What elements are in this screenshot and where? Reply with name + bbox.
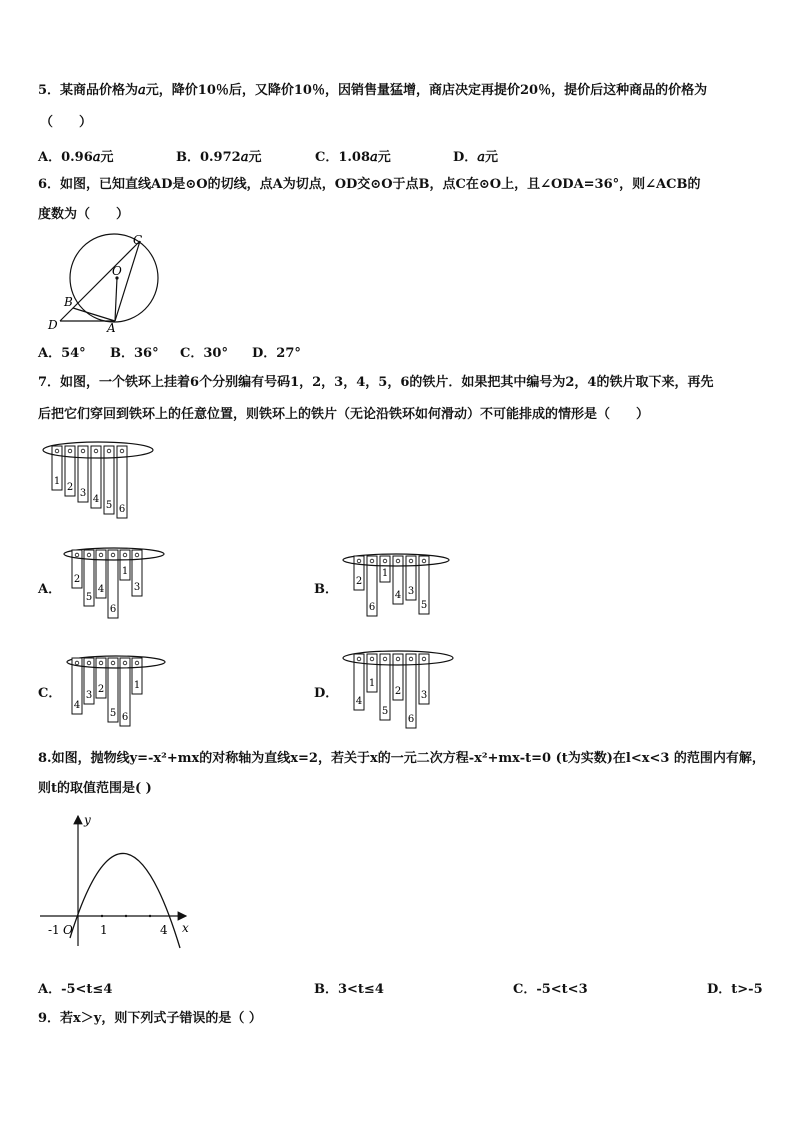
q8-option-c: C．-5<t<3 <box>513 982 588 997</box>
tag-number: 4 <box>355 696 363 707</box>
tag-number: 3 <box>407 586 415 597</box>
q5-option-a: A．0.96𝑎元 <box>38 150 114 165</box>
q7-option-b-figure <box>340 548 452 622</box>
tag-number: 2 <box>66 482 74 493</box>
tag-number: 1 <box>133 680 141 691</box>
tick-4: 4 <box>160 923 168 937</box>
tag-number: 5 <box>381 706 389 717</box>
tag-number: 6 <box>109 604 117 615</box>
tag-number: 4 <box>97 584 105 595</box>
tag-number: 2 <box>394 686 402 697</box>
x-axis-label: x <box>182 921 189 935</box>
q7-option-c-label: C． <box>38 686 62 701</box>
tag-number: 1 <box>121 566 129 577</box>
q5-stem-line2: （ ） <box>40 115 93 130</box>
q6-circle-figure <box>40 228 170 334</box>
q5-option-d: D．𝑎元 <box>453 150 499 165</box>
tag-number: 2 <box>97 684 105 695</box>
tag-number: 3 <box>79 488 87 499</box>
q7-option-c-figure <box>64 650 170 728</box>
tag-number: 3 <box>85 690 93 701</box>
q7-main-ring-figure <box>40 434 160 526</box>
origin-label: O <box>63 923 73 937</box>
q7-option-a-figure <box>60 542 170 624</box>
tag-number: 4 <box>73 700 81 711</box>
q5-option-b: B．0.972𝑎元 <box>176 150 262 165</box>
q6-option-b: B．36° <box>110 346 159 361</box>
label-o: O <box>112 264 122 278</box>
label-c: C <box>133 233 143 247</box>
tag-number: 5 <box>420 600 428 611</box>
tag-number: 6 <box>118 504 126 515</box>
label-a: A <box>107 321 116 334</box>
q9-stem: 9．若x＞y，则下列式子错误的是（ ） <box>38 1011 262 1026</box>
q8-option-b: B．3<t≤4 <box>314 982 384 997</box>
label-b: B <box>64 295 73 309</box>
q7-option-a-label: A． <box>38 582 62 597</box>
q7-option-d-label: D． <box>314 686 339 701</box>
y-axis-label: y <box>84 813 91 827</box>
q6-stem-line2: 度数为（ ） <box>38 207 130 222</box>
label-d: D <box>48 318 58 332</box>
tag-number: 2 <box>73 574 81 585</box>
tag-number: 6 <box>407 714 415 725</box>
q8-option-d: D．t>-5 <box>707 982 763 997</box>
tag-number: 3 <box>133 582 141 593</box>
tag-number: 4 <box>394 590 402 601</box>
q8-option-a: A．-5<t≤4 <box>38 982 113 997</box>
tag-number: 5 <box>85 592 93 603</box>
tag-number: 5 <box>109 708 117 719</box>
tag-number: 6 <box>368 602 376 613</box>
q6-stem-line1: 6．如图，已知直线AD是⊙O的切线，点A为切点，OD交⊙O于点B，点C在⊙O上，且∠ODA=36°，则∠ACB的 <box>38 177 701 192</box>
q6-option-a: A．54° <box>38 346 86 361</box>
q7-stem-line1: 7．如图，一个铁环上挂着6个分别编有号码1，2，3，4，5，6的铁片．如果把其中编号为2，4的铁片取下来，再先 <box>38 375 714 390</box>
tag-number: 3 <box>420 690 428 701</box>
q8-stem-line1: 8.如图，抛物线y=-x²+mx的对称轴为直线x=2，若关于x的一元二次方程-x²+mx-t=0 (t为实数)在l<x<3 的范围内有解， <box>38 751 765 766</box>
tag-number: 2 <box>355 576 363 587</box>
q8-stem-line2: 则t的取值范围是( ) <box>38 781 152 796</box>
tag-number: 5 <box>105 500 113 511</box>
tag-number: 1 <box>381 568 389 579</box>
q5-option-c: C．1.08𝑎元 <box>315 150 391 165</box>
q5-stem-line1: 5．某商品价格为𝑎元，降价10％后，又降价10％，因销售量猛增，商店决定再提价20％，提价后这种商品的价格为 <box>38 83 708 98</box>
q7-option-b-label: B． <box>314 582 338 597</box>
tag-number: 6 <box>121 712 129 723</box>
q7-stem-line2: 后把它们穿回到铁环上的任意位置，则铁环上的铁片（无论沿铁环如何滑动）不可能排成的情形是（ ） <box>38 407 650 422</box>
q6-option-d: D．27° <box>252 346 301 361</box>
tag-number: 4 <box>92 494 100 505</box>
q8-parabola-graph <box>36 810 196 950</box>
q6-option-c: C．30° <box>180 346 228 361</box>
tick-1: 1 <box>100 923 108 937</box>
tag-number: 1 <box>53 476 61 487</box>
tick-neg1: -1 <box>48 923 60 937</box>
q7-option-d-figure <box>340 644 458 732</box>
tag-number: 1 <box>368 678 376 689</box>
